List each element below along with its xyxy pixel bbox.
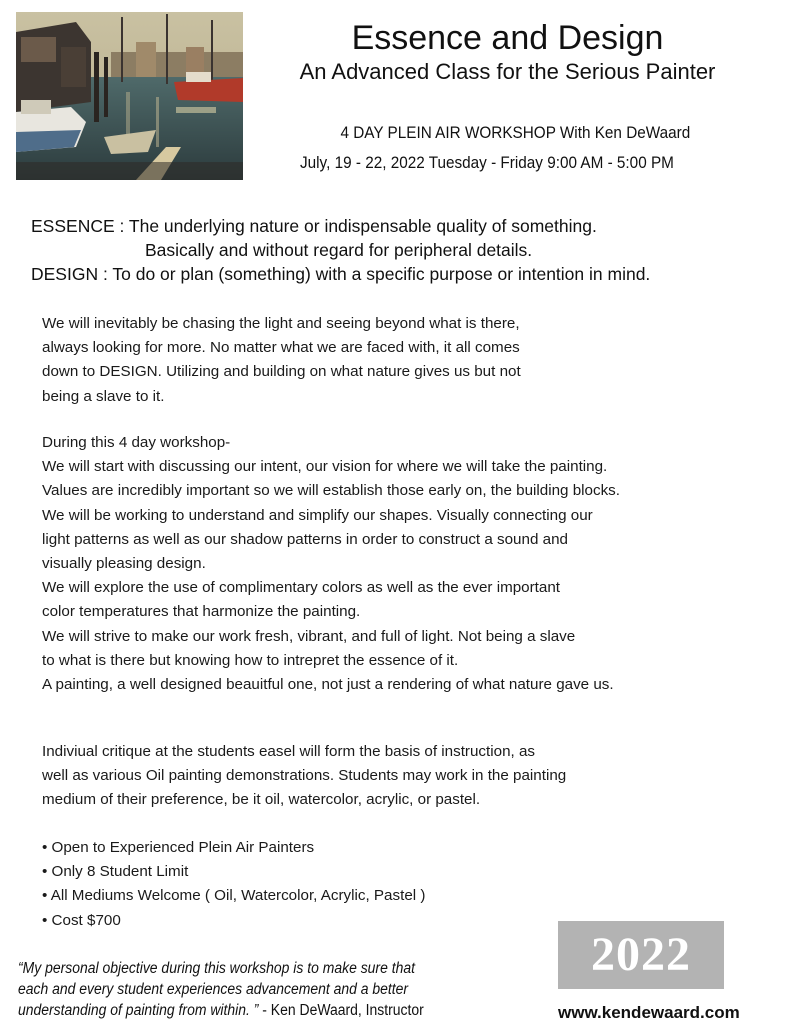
workshop-line: 4 DAY PLEIN AIR WORKSHOP With Ken DeWaard bbox=[340, 123, 691, 142]
list-item: • Cost $700 bbox=[42, 909, 425, 933]
text-line: During this 4 day workshop- bbox=[42, 434, 231, 451]
critique-paragraph bbox=[42, 740, 762, 813]
instructor-quote bbox=[18, 958, 441, 1021]
workshop-paragraph bbox=[42, 431, 762, 697]
text-line: being a slave to it. bbox=[42, 387, 165, 405]
intro-paragraph bbox=[42, 312, 762, 409]
text-line: Values are incredibly important so we will establish those early on, the building blocks. bbox=[42, 482, 620, 500]
text-line: We will be working to understand and simplify our shapes. Visually connecting our bbox=[42, 506, 593, 524]
text-line: We will explore the use of complimentary colors as well as the ever important bbox=[42, 579, 560, 597]
text-line: well as various Oil painting demonstrations. Students may work in the painting bbox=[42, 767, 567, 785]
text-line: to what is there but knowing how to intrepret the essence of it. bbox=[42, 651, 459, 669]
page-title: Essence and Design bbox=[351, 19, 664, 57]
text-line: down to DESIGN. Utilizing and building on what nature gives us but not bbox=[42, 363, 521, 381]
quote-author: - Ken DeWaard, Instructor bbox=[258, 1002, 424, 1019]
text-line: Indiviual critique at the students easel will form the basis of instruction, as bbox=[42, 743, 535, 760]
website-link[interactable]: www.kendewaard.com bbox=[558, 1003, 740, 1022]
date-line: July, 19 - 22, 2022 Tuesday - Friday 9:00 AM - 5:00 PM bbox=[300, 153, 674, 172]
design-definition: DESIGN : To do or plan (something) with a specific purpose or intention in mind. bbox=[31, 264, 651, 284]
essence-definition: ESSENCE : The underlying nature or indispensable quality of something. bbox=[31, 216, 597, 236]
quote-line: each and every student experiences advancement and a better bbox=[18, 981, 409, 998]
text-line: color temperatures that harmonize the painting. bbox=[42, 603, 361, 621]
feature-list bbox=[42, 836, 425, 933]
text-line: always looking for more. No matter what we are faced with, it all comes bbox=[42, 339, 520, 357]
quote-line: understanding of painting from within. ” bbox=[18, 1002, 259, 1019]
text-line: We will inevitably be chasing the light and seeing beyond what is there, bbox=[42, 315, 520, 332]
text-line: We will start with discussing our intent, our vision for where we will take the painting. bbox=[42, 458, 608, 476]
quote-line: “My personal objective during this workshop is to make sure that bbox=[18, 960, 415, 977]
text-line: visually pleasing design. bbox=[42, 555, 206, 573]
text-line: We will strive to make our work fresh, vibrant, and full of light. Not being a slave bbox=[42, 627, 576, 645]
year-badge: 2022 bbox=[558, 921, 724, 989]
text-line: medium of their preference, be it oil, watercolor, acrylic, or pastel. bbox=[42, 791, 481, 809]
list-item: • All Mediums Welcome ( Oil, Watercolor, Acrylic, Pastel ) bbox=[42, 884, 425, 908]
page-subtitle: An Advanced Class for the Serious Painter bbox=[299, 59, 716, 84]
workshop-info bbox=[300, 122, 750, 174]
text-line: A painting, a well designed beauitful one, not just a rendering of what nature gave us. bbox=[42, 676, 614, 694]
list-item: • Open to Experienced Plein Air Painters bbox=[42, 836, 425, 860]
definitions-block bbox=[31, 214, 771, 286]
harbor-painting-image bbox=[16, 12, 243, 180]
essence-definition-continued: Basically and without regard for peripheral details. bbox=[145, 240, 533, 260]
text-line: light patterns as well as our shadow patterns in order to construct a sound and bbox=[42, 530, 568, 548]
list-item: • Only 8 Student Limit bbox=[42, 860, 425, 884]
